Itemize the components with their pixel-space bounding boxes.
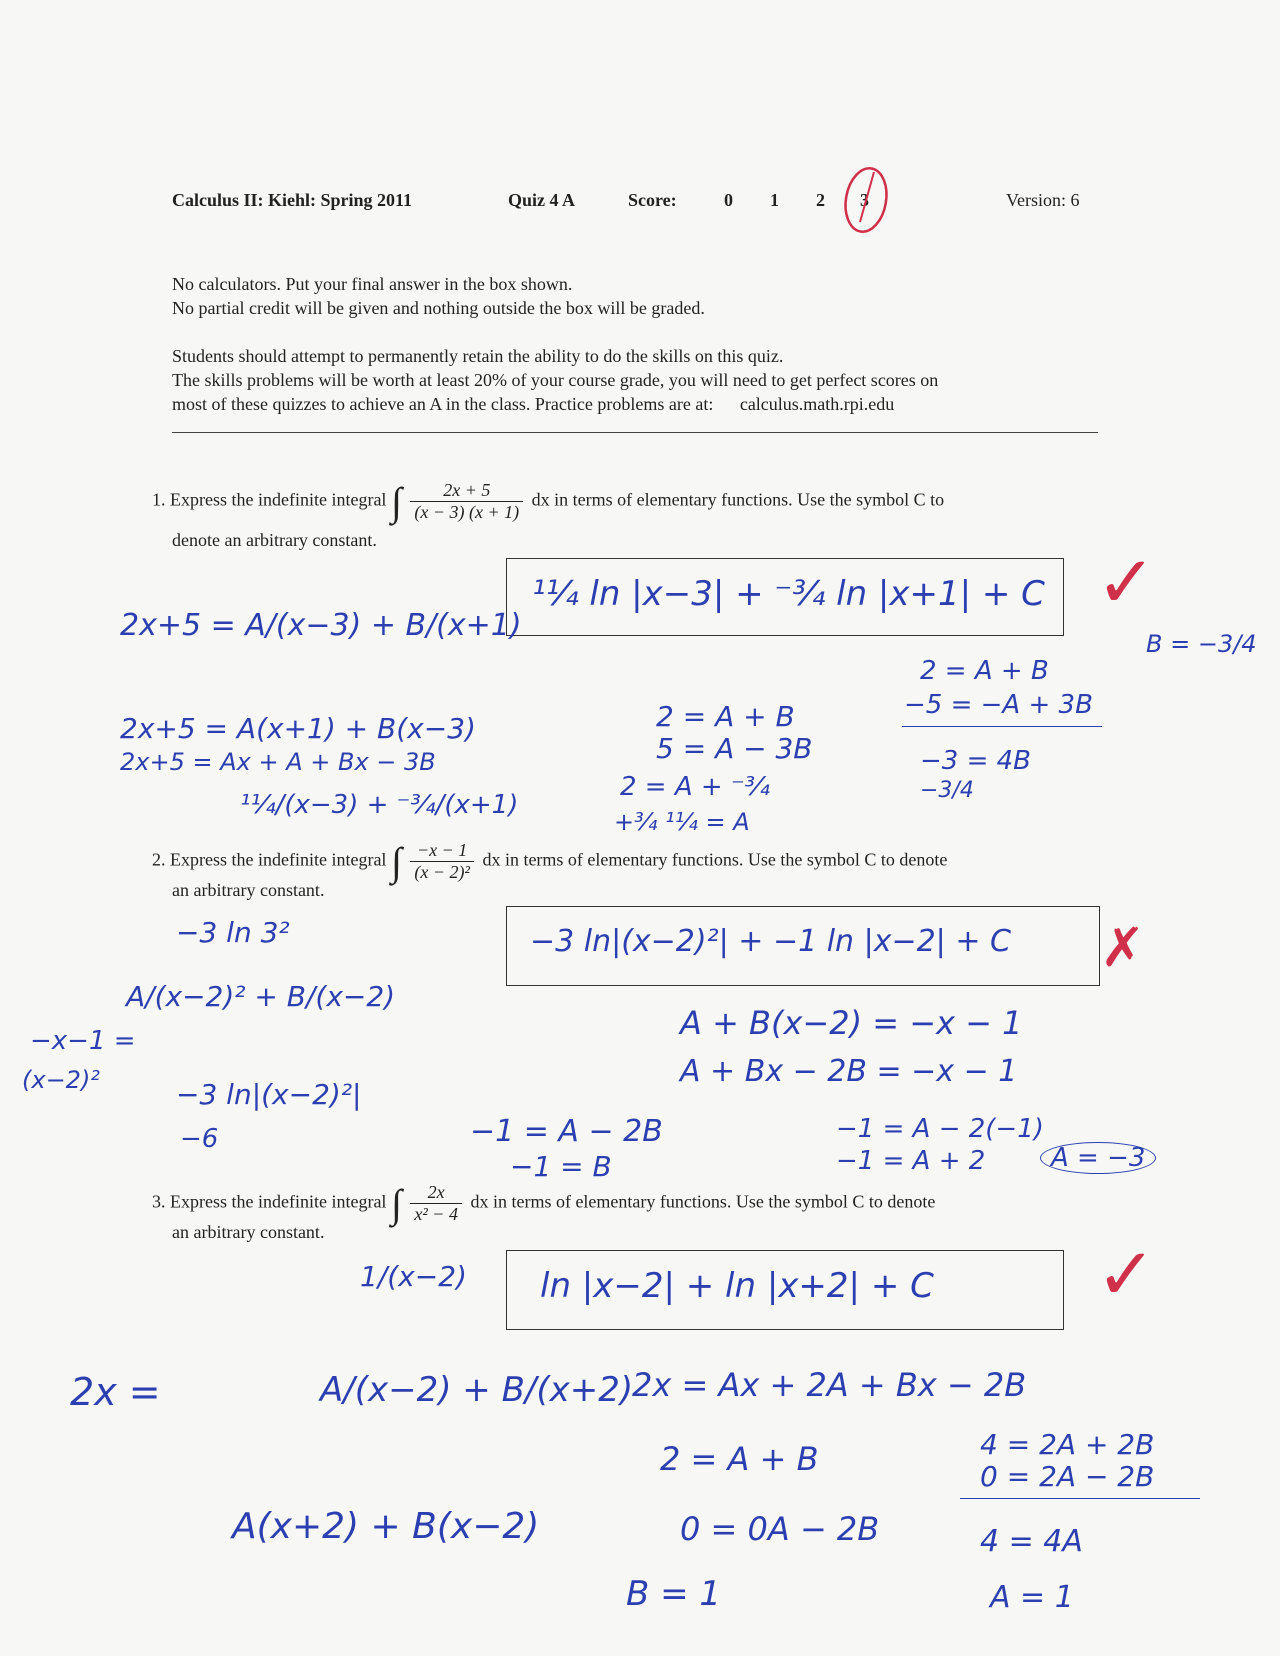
score-option-3: 3 (860, 190, 869, 210)
question-3-prefix: Express the indefinite integral (170, 1191, 387, 1212)
answer-1-text: ¹¹⁄₄ ln |x−3| + ⁻³⁄₄ ln |x+1| + C (532, 574, 1045, 614)
score-option-0: 0 (724, 190, 733, 210)
grade-mark-3: ✓ (1096, 1232, 1157, 1316)
question-1-numerator: 2x + 5 (410, 480, 523, 502)
work-q1-line-9: 2 = A + B (920, 656, 1049, 686)
course-title: Calculus II: Kiehl: Spring 2011 (172, 190, 413, 210)
work-q3-line-9: 0 = 0A − 2B (680, 1510, 880, 1548)
work-q2-line-13: A = −3 (1040, 1142, 1156, 1174)
work-q1-line-5: 2 = A + B (656, 700, 795, 733)
work-q2-line-8: A + Bx − 2B = −x − 1 (680, 1054, 1018, 1089)
work-q2-line-5: −3 ln|(x−2)²| (176, 1078, 362, 1111)
work-q2-line-10: −1 = B (510, 1150, 612, 1183)
work-q2-line-11: −1 = A − 2(−1) (836, 1114, 1044, 1144)
version-label: Version: 6 (1006, 190, 1080, 210)
work-q2-line-9: −1 = A − 2B (470, 1114, 663, 1149)
instruction-line-2: No partial credit will be given and nothing outside the box will be graded. (172, 298, 705, 318)
work-q1-line-12: −3/4 (920, 778, 974, 803)
work-q3-line-12: A = 1 (990, 1580, 1074, 1615)
score-option-1: 1 (770, 190, 779, 210)
work-q2-line-1: −3 ln 3² (176, 916, 290, 949)
grade-mark-2: ✗ (1100, 916, 1146, 979)
work-q2-line-12: −1 = A + 2 (836, 1146, 986, 1176)
work-q1-line-2: 2x+5 = A(x+1) + B(x−3) (120, 712, 476, 745)
work-q1-line-13: B = −3/4 (1146, 630, 1257, 658)
work-q1-line-4: ¹¹⁄₄/(x−3) + ⁻³⁄₄/(x+1) (240, 790, 519, 820)
question-2-integrand (410, 840, 474, 883)
score-label: Score: (628, 190, 677, 210)
work-q2-line-4: (x−2)² (22, 1066, 100, 1094)
work-q3-line-3: A/(x−2) + B/(x+2) (320, 1370, 634, 1410)
question-3-numerator: 2x (410, 1182, 462, 1204)
question-2-prefix: Express the indefinite integral (170, 849, 387, 870)
question-1-line-2: denote an arbitrary constant. (172, 530, 377, 550)
grade-mark-1: ✓ (1096, 540, 1157, 624)
work-q3-line-6: 4 = 2A + 2B (980, 1428, 1155, 1461)
question-1-prefix: Express the indefinite integral (170, 489, 387, 510)
question-1-suffix: dx in terms of elementary functions. Use the symbol C to (531, 489, 945, 510)
work-q3-line-8: A(x+2) + B(x−2) (232, 1506, 540, 1547)
instruction-line-3: Students should attempt to permanently retain the ability to do the skills on this quiz. (172, 346, 784, 366)
work-q2-line-3: −x−1 = (30, 1026, 136, 1056)
question-2 (152, 838, 947, 885)
question-1-integrand (410, 480, 523, 523)
question-2-denominator: (x − 2)² (414, 862, 470, 882)
work-q3-line-7: 0 = 2A − 2B (980, 1460, 1155, 1493)
instruction-line-5-text: most of these quizzes to achieve an A in the class. Practice problems are at: (172, 394, 714, 414)
question-3-number: 3. (152, 1191, 166, 1212)
question-3-integrand (410, 1182, 462, 1225)
score-circle-mark (838, 162, 894, 240)
integral-sign-icon: ∫ (390, 839, 402, 884)
work-q2-line-2: A/(x−2)² + B/(x−2) (126, 980, 396, 1013)
question-2-line-2: an arbitrary constant. (172, 880, 325, 900)
work-q2-line-6: −6 (180, 1124, 219, 1154)
answer-2-text: −3 ln|(x−2)²| + −1 ln |x−2| + C (530, 924, 1011, 959)
work-q3-line-11: B = 1 (626, 1574, 722, 1614)
integral-sign-icon: ∫ (390, 479, 402, 524)
question-1 (152, 478, 944, 525)
question-2-numerator: −x − 1 (410, 840, 474, 862)
work-q3-line-10: 4 = 4A (980, 1524, 1083, 1559)
question-1-denominator: (x − 3) (x + 1) (414, 502, 520, 522)
question-3-denominator: x² − 4 (414, 1204, 458, 1224)
work-q2-line-7: A + B(x−2) = −x − 1 (680, 1004, 1023, 1042)
quiz-title: Quiz 4 A (508, 190, 576, 210)
work-q3-line-5: 2 = A + B (660, 1440, 819, 1478)
work-q1-line-11: −3 = 4B (920, 746, 1032, 776)
work-q1-line-10: −5 = −A + 3B (904, 690, 1093, 720)
work-q1-line-7: 2 = A + ⁻³⁄₄ (620, 772, 770, 802)
question-2-suffix: dx in terms of elementary functions. Use the symbol C to denote (482, 849, 948, 870)
work-q1-line-8: +³⁄₄ ¹¹⁄₄ = A (614, 808, 750, 836)
instruction-line-4: The skills problems will be worth at least 20% of your course grade, you will need to get perfect scores on (172, 370, 939, 390)
practice-url: calculus.math.rpi.edu (739, 394, 895, 414)
question-3-suffix: dx in terms of elementary functions. Use the symbol C to denote (470, 1191, 936, 1212)
work-q1-line-6: 5 = A − 3B (656, 732, 813, 765)
question-1-number: 1. (152, 489, 166, 510)
instruction-line-5 (172, 392, 894, 416)
work-q1-line-1: 2x+5 = A/(x−3) + B/(x+1) (120, 608, 522, 643)
work-q1-line-3: 2x+5 = Ax + A + Bx − 3B (120, 748, 436, 776)
quiz-header (172, 190, 1102, 220)
work-q3-line-4: 2x = Ax + 2A + Bx − 2B (632, 1366, 1027, 1404)
work-q3-line-1: 1/(x−2) (360, 1260, 467, 1293)
integral-sign-icon: ∫ (390, 1181, 402, 1226)
work-q3-underline (960, 1498, 1200, 1499)
work-q3-line-2: 2x = (70, 1370, 161, 1414)
question-3 (152, 1180, 935, 1227)
score-option-2: 2 (816, 190, 825, 210)
answer-3-text: ln |x−2| + ln |x+2| + C (540, 1266, 934, 1306)
question-2-number: 2. (152, 849, 166, 870)
work-q1-underline (902, 726, 1102, 727)
question-3-line-2: an arbitrary constant. (172, 1222, 325, 1242)
instruction-line-1: No calculators. Put your final answer in the box shown. (172, 274, 573, 294)
header-divider (172, 432, 1098, 433)
